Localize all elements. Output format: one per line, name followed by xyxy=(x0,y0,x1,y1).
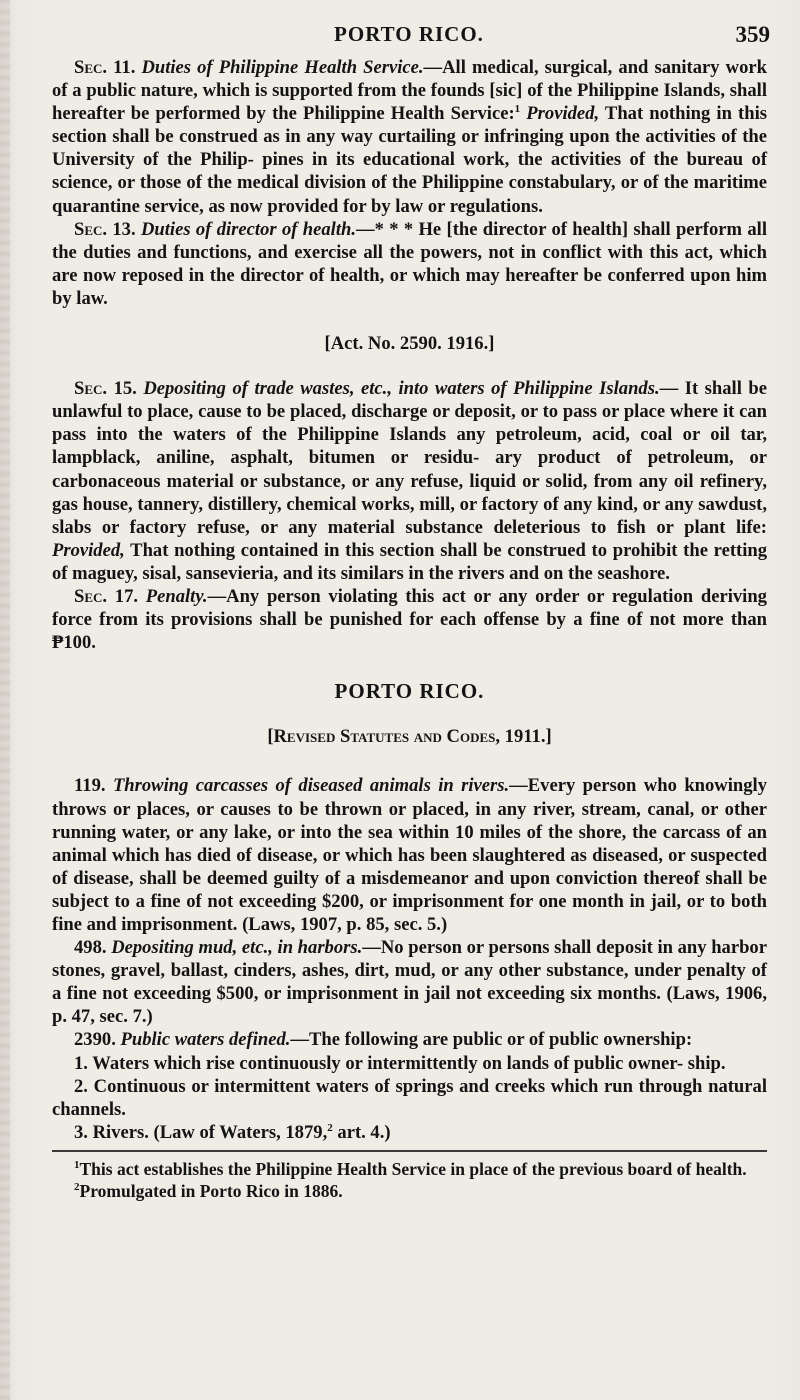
section-11 xyxy=(52,56,767,218)
footnote-2 xyxy=(52,1180,767,1202)
section-15-text: liquid or solid, from any oil refinery, gas house, tannery, distillery, chemical xyxy=(52,470,767,515)
section-11-text: pines in its educational work, the activities of the bureau of science, or those xyxy=(52,149,768,194)
section-11-title: Duties of Philippine Health Service. xyxy=(141,57,424,78)
section-13-title: Duties of director of health. xyxy=(140,218,356,240)
section-17-title: Penalty. xyxy=(145,585,208,607)
section-119-text: —Every person who xyxy=(509,775,677,797)
section-15-text: It shall be unlawful to place, cause to be placed, discharge or deposit, or to xyxy=(52,378,767,423)
section-2390 xyxy=(52,1028,767,1051)
body-text xyxy=(52,56,767,1202)
section-15-text: pass or place where it can pass into the waters of the Philippine Islands any xyxy=(52,401,767,446)
page-number: 359 xyxy=(735,22,770,47)
section-11-text: quarantine service, as now provided for by law or regulations. xyxy=(52,195,543,217)
section-119-label: 119. xyxy=(74,775,106,797)
footnote-divider xyxy=(52,1150,767,1152)
section-119-text: guilty of a misdemeanor and upon conviction thereof shall be subject to a fine xyxy=(52,867,767,912)
act-citation: [Act. No. 2590. 1916.] xyxy=(324,333,495,355)
section-498-text: in any harbor stones, gravel, ballast, cinders, ashes, dirt, mud, or any other xyxy=(52,937,767,982)
section-11-text: —All medical, surgical, and xyxy=(423,57,649,78)
footnote-2-text: Promulgated in Porto Rico in 1886. xyxy=(79,1180,343,1201)
section-17-text: deriving force from its provisions shall be punished for each offense by a fine xyxy=(52,585,767,631)
section-11-text: sanitary work of a public nature, which is supported from the founds [sic] xyxy=(52,57,767,102)
section-498-label: 498. xyxy=(74,937,107,959)
section-11-text: way curtailing or infringing upon the activities of the University of the Philip- xyxy=(52,126,767,171)
section-11-text: of the medical division of the Philippine constabulary, or of the maritime xyxy=(186,172,767,194)
list-item-text: 2. Continuous or intermittent waters of springs and creeks which run xyxy=(74,1075,633,1097)
section-498-text: not exceeding six months. (Laws, 1906, p. 47, sec. 7.) xyxy=(52,983,767,1028)
revised-statutes-citation: [Revised Statutes and Codes, 1911.] xyxy=(267,726,552,748)
section-11-label: Sec. 11. xyxy=(74,57,136,78)
section-15-text: sisal, sansevieria, and its similars in the rivers and on the seashore. xyxy=(142,562,670,584)
section-17-text: —Any person violating this act or any order or regulation xyxy=(207,585,694,607)
section-15 xyxy=(52,377,767,585)
list-item-text: ship. xyxy=(687,1052,726,1074)
section-498-text: —No person or persons shall deposit xyxy=(362,937,653,959)
section-13-text: shall perform all the duties and functions, and exercise all the powers, not xyxy=(52,218,767,263)
list-item xyxy=(52,1075,767,1121)
section-17-text: of not more than ₱100. xyxy=(52,609,767,654)
section-2390-intro: —The following are public or of public ownership: xyxy=(290,1029,693,1051)
section-119 xyxy=(52,774,767,936)
provided-clause: Provided, xyxy=(52,539,125,561)
footnote-marker-2: 2 xyxy=(327,1121,333,1134)
section-498 xyxy=(52,936,767,1028)
running-head xyxy=(48,22,770,52)
footnote-marker-1: 1 xyxy=(514,103,521,115)
spacer xyxy=(52,310,767,332)
section-15-title: Depositing of trade wastes, etc., into waters of Philippine Islands. xyxy=(143,378,660,400)
spacer xyxy=(52,355,767,377)
footnote-1-text: health. xyxy=(695,1158,747,1179)
footnote-1 xyxy=(52,1158,767,1180)
footnote-1-text: This act establishes the Philippine Health Service in place of the previous board of xyxy=(79,1158,692,1179)
section-17-label: Sec. 17. xyxy=(74,585,139,607)
section-119-text: and imprisonment. (Laws, 1907, p. 85, sec. 5.) xyxy=(86,914,448,935)
section-119-text: of not exceeding $200, or imprisonment for one month in jail, or to both fine xyxy=(52,890,767,935)
list-item-text: 1. Waters which rise continuously or intermittently on lands of public owner- xyxy=(74,1052,684,1074)
list-item-text: through natural channels. xyxy=(52,1075,767,1120)
section-13-text: which may hereafter be conferred upon him by law. xyxy=(52,264,767,309)
list-item-text: art. 4.) xyxy=(337,1121,391,1143)
list-item xyxy=(52,1121,767,1144)
section-15-text: petroleum, acid, coal or oil tar, lampblack, aniline, asphalt, bitumen or residu- xyxy=(52,424,767,469)
section-13-text: —* * * He [the director of health] xyxy=(355,218,629,240)
section-119-text: knowingly throws or places, or causes to be thrown or placed, in any river, xyxy=(52,775,767,820)
spacer xyxy=(52,703,767,725)
section-498-title: Depositing mud, etc., in harbors. xyxy=(111,937,363,959)
section-17 xyxy=(52,585,767,654)
section-13-label: Sec. 13. xyxy=(74,218,136,240)
footnote-2-mark: 2 xyxy=(74,1181,80,1194)
list-item-text: 3. Rivers. (Law of Waters, 1879, xyxy=(74,1121,328,1143)
list-item xyxy=(52,1052,767,1075)
section-2390-title: Public waters defined. xyxy=(120,1029,291,1051)
section-11-text: That nothing in this section shall be construed as in any xyxy=(52,103,767,148)
section-15-text: ary product of petroleum, or carbonaceous material or substance, or any refuse, xyxy=(52,447,767,492)
section-13 xyxy=(52,218,767,310)
section-11-text: of the Philippine Islands, shall hereafter be performed by the Philippine Health xyxy=(52,80,768,125)
section-15-text: That nothing xyxy=(130,539,236,561)
spacer xyxy=(52,654,767,680)
section-15-text: works, mill, or factory of any kind, or any sawdust, slabs or factory refuse, or xyxy=(52,493,767,538)
section-119-title: Throwing carcasses of diseased animals in rivers. xyxy=(112,775,510,797)
section-2390-label: 2390. xyxy=(74,1029,116,1051)
scan-edge-shadow xyxy=(0,0,10,1400)
spacer xyxy=(52,748,767,774)
running-title: PORTO RICO. xyxy=(334,22,484,46)
section-15-text: — xyxy=(659,378,679,400)
section-11-text: Service: xyxy=(450,103,515,125)
section-15-text: contained in this section shall be construed to prohibit the retting of maguey, xyxy=(52,539,768,584)
section-119-text: which has been slaughtered as diseased, or suspected of disease, shall be deemed xyxy=(52,844,767,889)
section-498-text: substance, under penalty of a fine not exceeding $500, or imprisonment in jail xyxy=(52,960,767,1005)
section-119-text: miles of the shore, the carcass of an animal which has died of disease, or xyxy=(52,821,767,866)
section-heading: PORTO RICO. xyxy=(334,679,485,704)
footnote-1-mark: 1 xyxy=(74,1159,80,1172)
section-119-text: stream, canal, or other running water, or any lake, or into the sea within 10 xyxy=(52,798,767,843)
section-13-text: in conflict with this act, which are now reposed in the director of health, or xyxy=(52,241,767,286)
section-15-text: any material substance deleterious to fish or plant life: xyxy=(288,516,767,538)
provided-clause: Provided, xyxy=(526,103,600,125)
section-15-label: Sec. 15. xyxy=(74,378,137,400)
